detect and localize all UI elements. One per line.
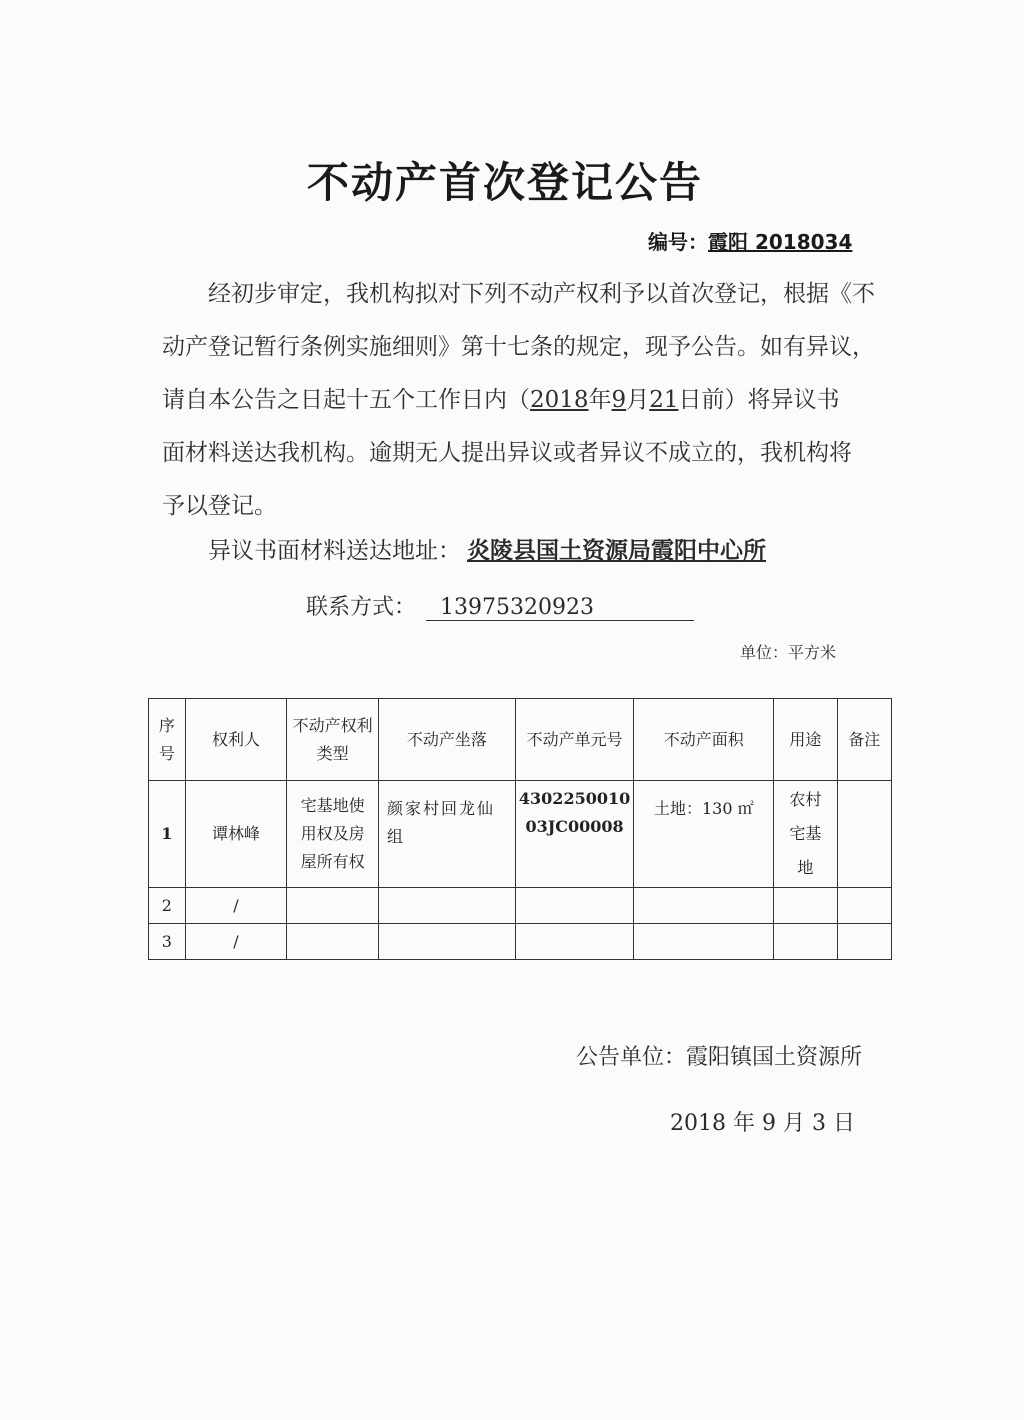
cell-usage (774, 781, 837, 888)
issuing-unit: 公告单位：霞阳镇国土资源所 (576, 1045, 863, 1070)
document-number-value: 霞阳 2018034 (708, 230, 853, 254)
body-line-3 (162, 374, 862, 427)
cell-usage-line-1: 农村 (789, 790, 822, 809)
cell-right-type-line-3: 屋所有权 (300, 852, 365, 871)
cell-location (378, 924, 515, 960)
body-line-3-b: 年 (588, 387, 612, 413)
cell-seq: 3 (149, 924, 186, 960)
header-unit-no: 不动产单元号 (515, 699, 633, 781)
body-line-5: 予以登记。 (162, 493, 277, 519)
table-row (149, 888, 892, 924)
cell-area (634, 888, 774, 924)
header-right-type-line-2: 类型 (316, 743, 349, 763)
cell-location-line-1: 颜家村回龙仙 (386, 799, 495, 818)
header-location: 不动产坐落 (378, 699, 515, 781)
cell-unit-no (515, 888, 633, 924)
cell-right-type-line-1: 宅基地使 (300, 796, 365, 815)
deadline-month: 9 (611, 387, 627, 413)
cell-location (378, 781, 515, 888)
document-number-label: 编号： (648, 230, 708, 254)
cell-right-type (287, 924, 379, 960)
cell-usage-line-2: 宅基 (789, 824, 822, 843)
cell-unit-no (515, 924, 633, 960)
cell-remark (837, 924, 891, 960)
body-line-3-c: 月 (626, 387, 650, 413)
document-number (648, 226, 852, 255)
cell-holder: / (185, 888, 287, 924)
header-seq: 序号 (149, 699, 186, 781)
cell-area (634, 924, 774, 960)
registration-table (148, 698, 892, 960)
address-value: 炎陵县国土资源局霞阳中心所 (467, 537, 766, 564)
cell-usage-line-3: 地 (797, 858, 814, 877)
header-remark: 备注 (837, 699, 891, 781)
header-usage: 用途 (774, 699, 837, 781)
body-line-4: 面材料送达我机构。逾期无人提出异议或者异议不成立的，我机构将 (162, 440, 852, 466)
table-row (149, 924, 892, 960)
cell-unit-no (515, 781, 633, 888)
page-title: 不动产首次登记公告 (306, 158, 703, 207)
cell-location-line-2: 组 (386, 827, 405, 846)
cell-holder: 谭林峰 (185, 781, 287, 888)
body-line-1: 经初步审定，我机构拟对下列不动产权利予以首次登记，根据《不 (208, 281, 875, 307)
table-header-row (149, 699, 892, 781)
cell-right-type (287, 781, 379, 888)
cell-location (378, 888, 515, 924)
address-label: 异议书面材料送达地址： (208, 538, 461, 564)
cell-usage (774, 924, 837, 960)
header-area: 不动产面积 (634, 699, 774, 781)
contact-info (306, 590, 694, 621)
unit-note: 单位：平方米 (740, 643, 837, 662)
body-line-2: 动产登记暂行条例实施细则》第十七条的规定，现予公告。如有异议， (162, 334, 875, 360)
body-line-3-d: 日前）将异议书 (678, 387, 840, 413)
cell-unit-no-line-2: 03JC00008 (525, 817, 624, 836)
header-holder: 权利人 (185, 699, 287, 781)
cell-usage (774, 888, 837, 924)
cell-seq: 1 (149, 781, 186, 888)
issue-date: 2018 年 9 月 3 日 (670, 1111, 855, 1136)
notice-body (162, 268, 875, 533)
cell-unit-no-line-1: 4302250010 (518, 789, 631, 808)
deadline-day: 21 (649, 387, 679, 413)
header-right-type (287, 699, 379, 781)
deadline-year: 2018 (530, 387, 589, 413)
header-right-type-line-1: 不动产权利 (292, 715, 373, 735)
cell-right-type-line-2: 用权及房 (300, 824, 365, 843)
cell-holder: / (185, 924, 287, 960)
cell-remark (837, 781, 891, 888)
objection-address (208, 532, 766, 565)
body-line-3-a: 请自本公告之日起十五个工作日内（ (162, 387, 530, 413)
cell-remark (837, 888, 891, 924)
table-row (149, 781, 892, 888)
contact-label: 联系方式： (306, 595, 417, 620)
contact-value: 13975320923 (426, 595, 694, 621)
cell-area: 土地：130 ㎡ (634, 781, 774, 888)
cell-right-type (287, 888, 379, 924)
cell-seq: 2 (149, 888, 186, 924)
